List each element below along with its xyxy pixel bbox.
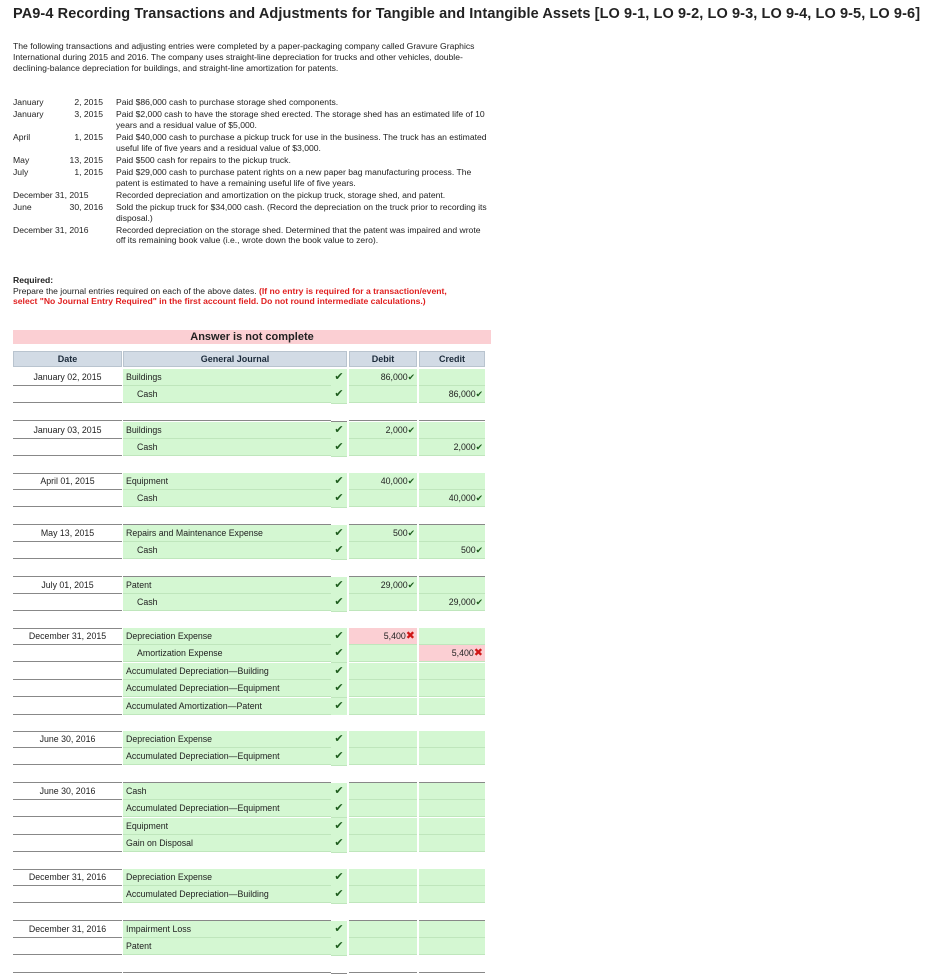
journal-row (13, 369, 485, 386)
credit-input-empty[interactable] (419, 612, 485, 629)
journal-row (13, 422, 485, 439)
entry-date-select[interactable]: May 13, 2015 (13, 525, 122, 542)
blank-cell (331, 956, 347, 974)
debit-input[interactable] (349, 542, 417, 559)
required-text: Prepare the journal entries required on each of the above dates. (13, 285, 257, 296)
check-icon: ✔ (331, 473, 347, 491)
credit-input[interactable] (419, 783, 485, 800)
entry-date-select[interactable]: April 01, 2015 (13, 473, 122, 490)
header-general-journal: General Journal (123, 351, 347, 367)
check-icon: ✔ (331, 698, 347, 716)
account-select[interactable]: Repairs and Maintenance Expense (123, 525, 331, 542)
debit-input[interactable] (349, 869, 417, 886)
check-icon: ✔ (331, 594, 347, 612)
credit-input[interactable] (419, 525, 485, 542)
check-icon: ✔ (331, 783, 347, 801)
account-select[interactable]: Depreciation Expense (123, 628, 331, 645)
debit-input[interactable] (349, 628, 417, 645)
journal-row (13, 886, 485, 903)
blank-cell (331, 904, 347, 922)
journal-row (13, 508, 485, 525)
blank-cell (331, 404, 347, 422)
answer-status-banner: Answer is not complete (13, 330, 491, 344)
date-cell (13, 645, 122, 662)
debit-input-empty[interactable] (349, 956, 417, 973)
transaction-date (13, 167, 103, 178)
transaction-description: Recorded depreciation and amortization on the pickup truck, storage shed, and patent. (116, 189, 446, 200)
transaction-item (13, 225, 488, 246)
credit-input-empty[interactable] (419, 560, 485, 577)
journal-row (13, 921, 485, 938)
transaction-date (13, 202, 103, 213)
entry-date-select[interactable]: June 30, 2016 (13, 731, 122, 748)
required-note: (If no entry is required for a transaction/event, select "No Journal Entry Required" in the first account field. Do not round intermediate calculations.) (13, 285, 447, 307)
journal-row (13, 594, 485, 611)
credit-input-empty[interactable] (419, 457, 485, 474)
date-cell (13, 594, 122, 611)
debit-input[interactable] (349, 594, 417, 611)
credit-input-empty[interactable] (419, 904, 485, 921)
entry-date-select[interactable]: June 30, 2016 (13, 783, 122, 800)
journal-row (13, 748, 485, 765)
transaction-month: May (13, 154, 30, 165)
transaction-item (13, 202, 488, 223)
check-icon: ✔ (331, 542, 347, 560)
check-icon: ✔ (475, 545, 483, 556)
transaction-item (13, 132, 488, 153)
date-cell (13, 663, 122, 680)
journal-row (13, 490, 485, 507)
journal-row (13, 404, 485, 421)
credit-input[interactable] (419, 577, 485, 594)
account-select[interactable]: Depreciation Expense (123, 869, 331, 886)
credit-input[interactable] (419, 439, 485, 456)
transaction-description: Paid $86,000 cash to purchase storage shed components. (116, 97, 339, 107)
debit-input-empty[interactable] (349, 766, 417, 783)
x-icon: ✖ (405, 630, 415, 642)
debit-input-empty[interactable] (349, 560, 417, 577)
date-cell (13, 560, 122, 577)
transaction-date (13, 155, 103, 166)
transaction-month: December 31, 2015 (13, 189, 89, 200)
check-icon: ✔ (331, 731, 347, 749)
debit-input[interactable] (349, 577, 417, 594)
account-select[interactable]: Equipment (123, 818, 331, 835)
debit-input[interactable] (349, 886, 417, 903)
account-select[interactable]: Accumulated Amortization—Patent (123, 698, 331, 715)
account-select[interactable]: Accumulated Depreciation—Equipment (123, 680, 331, 697)
transaction-day: 13, 2015 (69, 154, 103, 165)
credit-value: 29,000 (448, 597, 476, 608)
account-select-empty[interactable] (123, 457, 331, 474)
account-select-empty[interactable] (123, 715, 331, 732)
date-cell (13, 508, 122, 525)
journal-row (13, 904, 485, 921)
check-icon: ✔ (407, 476, 415, 486)
entry-date-select[interactable]: January 03, 2015 (13, 422, 122, 439)
debit-input-empty[interactable] (349, 508, 417, 525)
debit-input-empty[interactable] (349, 904, 417, 921)
transaction-description: Recorded depreciation on the storage shed. Determined that the patent was impaired and wrote off its remaining book value (i.e., wrote down the book value to zero). (116, 224, 481, 246)
account-select[interactable]: Impairment Loss (123, 921, 331, 938)
blank-cell (331, 853, 347, 871)
check-icon: ✔ (331, 921, 347, 939)
date-cell (13, 956, 122, 973)
date-cell (13, 748, 122, 765)
date-cell (13, 800, 122, 817)
credit-value: 500 (460, 545, 476, 556)
check-icon: ✔ (331, 628, 347, 646)
account-select[interactable]: Patent (123, 938, 331, 955)
check-icon: ✔ (475, 493, 483, 504)
credit-input[interactable] (419, 594, 485, 611)
credit-input[interactable] (419, 835, 485, 852)
credit-value: 86,000 (448, 389, 476, 400)
blank-cell (331, 508, 347, 526)
journal-row (13, 628, 485, 645)
header-credit: Credit (419, 351, 485, 367)
header-date: Date (13, 351, 122, 367)
transaction-day: 2, 2015 (74, 97, 103, 107)
account-select[interactable]: Buildings (123, 422, 331, 439)
date-cell (13, 542, 122, 559)
required-section (13, 275, 473, 307)
date-cell (13, 904, 122, 921)
check-icon: ✔ (331, 439, 347, 457)
transaction-day: 1, 2015 (74, 166, 103, 177)
journal-row (13, 800, 485, 817)
transaction-description: Paid $2,000 cash to have the storage shed erected. The storage shed has an estimated life of 10 years and a residual value of $5,000. (116, 109, 485, 130)
date-cell (13, 698, 122, 715)
page-title: PA9-4 Recording Transactions and Adjustments for Tangible and Intangible Assets [LO 9-1, LO 9-2, LO 9-3, LO 9-4, LO 9-5, LO 9-6] (13, 6, 921, 22)
transaction-date (13, 97, 103, 108)
debit-input[interactable] (349, 422, 417, 439)
journal-row (13, 612, 485, 629)
date-cell (13, 457, 122, 474)
debit-input[interactable] (349, 369, 417, 386)
blank-cell (331, 560, 347, 578)
credit-value: 2,000 (453, 442, 476, 453)
transaction-day: 1, 2015 (74, 131, 103, 142)
check-icon: ✔ (407, 425, 415, 435)
journal-row (13, 835, 485, 852)
account-select-empty[interactable] (123, 404, 331, 421)
debit-value: 40,000 (380, 476, 408, 486)
account-select-empty[interactable] (123, 612, 331, 629)
check-icon: ✔ (331, 886, 347, 904)
date-cell (13, 835, 122, 852)
date-cell (13, 404, 122, 421)
check-icon: ✔ (475, 442, 483, 453)
journal-row (13, 386, 485, 403)
check-icon: ✔ (331, 818, 347, 836)
journal-row (13, 525, 485, 542)
credit-input-empty[interactable] (419, 508, 485, 525)
entry-date-select[interactable]: January 02, 2015 (13, 369, 122, 386)
transaction-item (13, 155, 488, 166)
transaction-day: 3, 2015 (74, 109, 103, 120)
account-select-empty[interactable] (123, 560, 331, 577)
credit-input[interactable] (419, 628, 485, 645)
journal-row (13, 457, 485, 474)
debit-input[interactable] (349, 783, 417, 800)
transaction-month: June (13, 201, 32, 212)
credit-input-empty[interactable] (419, 853, 485, 870)
credit-input[interactable] (419, 680, 485, 697)
debit-input[interactable] (349, 800, 417, 817)
debit-input[interactable] (349, 473, 417, 490)
account-select[interactable]: Cash (123, 490, 331, 507)
transaction-list (13, 97, 488, 247)
journal-row (13, 938, 485, 955)
credit-input-empty[interactable] (419, 715, 485, 732)
check-icon: ✔ (407, 580, 415, 590)
transaction-month: April (13, 131, 31, 142)
check-icon: ✔ (475, 597, 483, 608)
account-select-empty[interactable] (123, 956, 331, 973)
transaction-month: January (13, 97, 44, 107)
transaction-description: Paid $40,000 cash to purchase a pickup truck for use in the business. The truck has an estimated useful life of five years and a residual value of $3,000. (116, 131, 487, 153)
credit-input[interactable] (419, 645, 485, 662)
date-cell (13, 715, 122, 732)
credit-input[interactable] (419, 748, 485, 765)
x-icon: ✖ (473, 647, 483, 660)
account-select[interactable]: Accumulated Depreciation—Building (123, 886, 331, 903)
date-cell (13, 612, 122, 629)
credit-input[interactable] (419, 542, 485, 559)
debit-value: 5,400 (383, 631, 406, 641)
journal-row (13, 663, 485, 680)
journal-row (13, 439, 485, 456)
debit-input[interactable] (349, 731, 417, 748)
entry-date-select[interactable]: December 31, 2016 (13, 869, 122, 886)
debit-input[interactable] (349, 663, 417, 680)
journal-row (13, 473, 485, 490)
date-cell (13, 818, 122, 835)
transaction-month: January (13, 109, 44, 120)
journal-row (13, 766, 485, 783)
journal-row (13, 560, 485, 577)
debit-input[interactable] (349, 818, 417, 835)
debit-value: 500 (392, 528, 408, 538)
credit-input[interactable] (419, 731, 485, 748)
header-debit: Debit (349, 351, 417, 367)
account-select[interactable]: Cash (123, 783, 331, 800)
date-cell (13, 439, 122, 456)
check-icon: ✔ (331, 525, 347, 543)
debit-input[interactable] (349, 645, 417, 662)
debit-value: 2,000 (385, 425, 408, 435)
debit-input-empty[interactable] (349, 715, 417, 732)
check-icon: ✔ (331, 577, 347, 595)
date-cell (13, 853, 122, 870)
debit-input[interactable] (349, 698, 417, 715)
account-select[interactable]: Cash (123, 594, 331, 611)
debit-value: 86,000 (380, 372, 408, 382)
credit-input[interactable] (419, 386, 485, 403)
credit-input[interactable] (419, 473, 485, 490)
transaction-date (13, 132, 103, 143)
credit-input[interactable] (419, 869, 485, 886)
debit-input[interactable] (349, 835, 417, 852)
credit-input[interactable] (419, 422, 485, 439)
entry-date-select[interactable]: December 31, 2016 (13, 921, 122, 938)
account-select[interactable]: Depreciation Expense (123, 731, 331, 748)
debit-input[interactable] (349, 680, 417, 697)
journal-row (13, 869, 485, 886)
credit-input[interactable] (419, 663, 485, 680)
credit-input[interactable] (419, 938, 485, 955)
credit-input[interactable] (419, 921, 485, 938)
check-icon: ✔ (407, 528, 415, 538)
debit-input[interactable] (349, 938, 417, 955)
problem-intro: The following transactions and adjusting entries were completed by a paper-packaging company called Gravure Graphics International during 2015 and 2016. The company uses straight-line depreciation for trucks and other vehicles, double-declining-balance depreciation for buildings, and straight-line amortization for patents. (13, 41, 475, 73)
credit-input-empty[interactable] (419, 766, 485, 783)
credit-input[interactable] (419, 818, 485, 835)
journal-row (13, 577, 485, 594)
check-icon: ✔ (331, 645, 347, 663)
account-select[interactable]: Cash (123, 386, 331, 403)
credit-input[interactable] (419, 800, 485, 817)
credit-input[interactable] (419, 698, 485, 715)
journal-row (13, 818, 485, 835)
account-select[interactable]: Buildings (123, 369, 331, 386)
debit-input[interactable] (349, 525, 417, 542)
journal-row (13, 853, 485, 870)
check-icon: ✔ (331, 869, 347, 887)
credit-input-empty[interactable] (419, 404, 485, 421)
blank-cell (331, 766, 347, 784)
journal-row (13, 645, 485, 662)
transaction-description: Paid $29,000 cash to purchase patent rights on a new paper bag manufacturing process. The patent is estimated to have a remaining useful life of five years. (116, 166, 472, 188)
entry-date-select[interactable]: December 31, 2015 (13, 628, 122, 645)
credit-input[interactable] (419, 490, 485, 507)
transaction-item (13, 109, 488, 130)
required-label: Required: (13, 275, 54, 285)
account-select-empty[interactable] (123, 853, 331, 870)
debit-input-empty[interactable] (349, 853, 417, 870)
account-select[interactable]: Cash (123, 542, 331, 559)
account-select-empty[interactable] (123, 508, 331, 525)
debit-value: 29,000 (380, 580, 408, 590)
account-select-empty[interactable] (123, 766, 331, 783)
check-icon: ✔ (331, 748, 347, 766)
debit-input[interactable] (349, 748, 417, 765)
credit-input[interactable] (419, 369, 485, 386)
date-cell (13, 886, 122, 903)
entry-date-select[interactable]: July 01, 2015 (13, 577, 122, 594)
journal-row (13, 731, 485, 748)
credit-input-empty[interactable] (419, 956, 485, 973)
date-cell (13, 938, 122, 955)
check-icon: ✔ (331, 938, 347, 956)
debit-input[interactable] (349, 439, 417, 456)
credit-value: 5,400 (451, 648, 474, 659)
account-select[interactable]: Cash (123, 439, 331, 456)
transaction-item (13, 97, 488, 108)
credit-value: 40,000 (448, 493, 476, 504)
account-select[interactable]: Accumulated Depreciation—Equipment (123, 800, 331, 817)
debit-input-empty[interactable] (349, 612, 417, 629)
journal-row (13, 542, 485, 559)
date-cell (13, 386, 122, 403)
account-select[interactable]: Accumulated Depreciation—Building (123, 663, 331, 680)
transaction-day: 30, 2016 (69, 201, 103, 212)
check-icon: ✔ (331, 800, 347, 818)
check-icon: ✔ (331, 369, 347, 387)
journal-row (13, 698, 485, 715)
check-icon: ✔ (331, 663, 347, 681)
account-select[interactable]: Patent (123, 577, 331, 594)
transaction-item (13, 167, 488, 188)
transaction-description: Paid $500 cash for repairs to the pickup truck. (116, 154, 291, 165)
journal-row (13, 956, 485, 973)
journal-row (13, 680, 485, 697)
transaction-date (13, 109, 103, 120)
debit-input[interactable] (349, 490, 417, 507)
transaction-description: Sold the pickup truck for $34,000 cash. (Record the depreciation on the truck prior to recording its disposal.) (116, 201, 487, 223)
date-cell (13, 490, 122, 507)
debit-input[interactable] (349, 921, 417, 938)
debit-input-empty[interactable] (349, 457, 417, 474)
check-icon: ✔ (331, 422, 347, 440)
debit-input[interactable] (349, 386, 417, 403)
check-icon: ✔ (331, 680, 347, 698)
journal-row (13, 715, 485, 732)
check-icon: ✔ (407, 372, 415, 382)
account-select[interactable]: Amortization Expense (123, 645, 331, 662)
transaction-date (13, 190, 103, 201)
transaction-month: July (13, 166, 29, 177)
journal-row (13, 783, 485, 800)
transaction-month: December 31, 2016 (13, 224, 89, 235)
check-icon: ✔ (331, 835, 347, 853)
account-select[interactable]: Equipment (123, 473, 331, 490)
date-cell (13, 766, 122, 783)
date-cell (13, 680, 122, 697)
transaction-item (13, 190, 488, 201)
check-icon: ✔ (331, 490, 347, 508)
account-select[interactable]: Gain on Disposal (123, 835, 331, 852)
account-select[interactable]: Accumulated Depreciation—Equipment (123, 748, 331, 765)
debit-input-empty[interactable] (349, 404, 417, 421)
journal-table (13, 351, 485, 961)
check-icon: ✔ (475, 389, 483, 400)
credit-input[interactable] (419, 886, 485, 903)
transaction-date (13, 225, 103, 236)
check-icon: ✔ (331, 386, 347, 404)
account-select-empty[interactable] (123, 904, 331, 921)
